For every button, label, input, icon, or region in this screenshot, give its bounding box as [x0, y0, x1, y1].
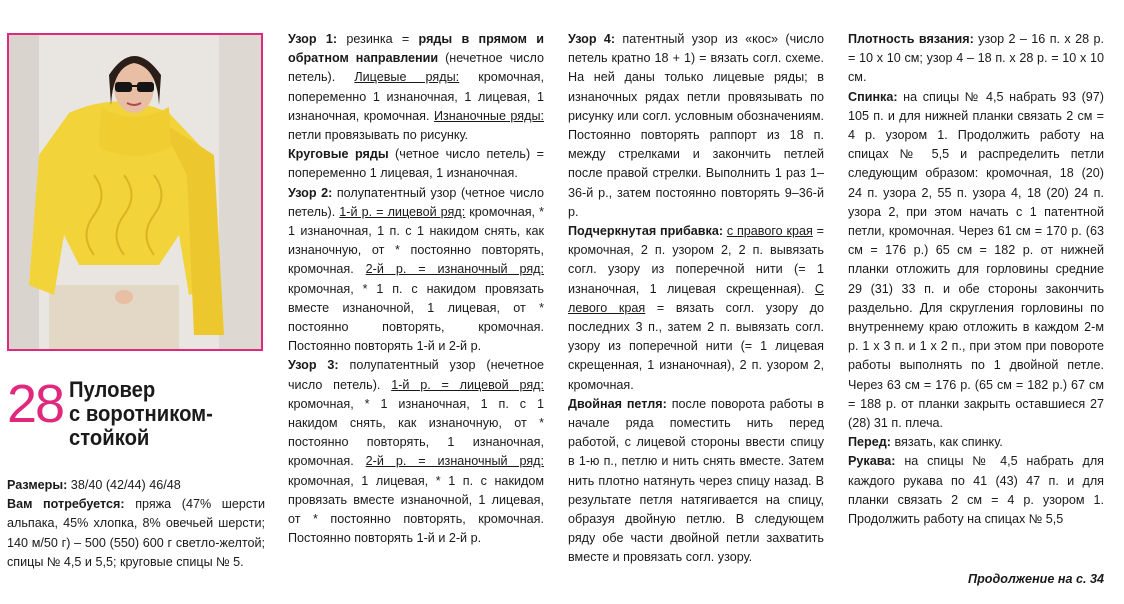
- pattern-title-line: Пуловер: [69, 377, 156, 402]
- increase-paragraph: Подчеркнутая прибавка: с правого края = кромочная, 2 п. узором 2, 2 п. вывязать согл. узору из поперечной нити (= 1 изнаночная, 1 лицевая скрещенная). С левого края = вязать согл. узору до последних 3 п., затем 2 п. вывязать согл. узору из поперечной нити (= 1 лицевая скрещенная, 1 изнаночная), 2 п. узором 2, кромочная.: [568, 224, 824, 392]
- back-paragraph: Спинка: на спицы № 4,5 набрать 93 (97) 105 п. и для нижней планки связать 2 см = 4 р. узором 1. Продолжить работу на спицах № 5,5 и распределить петли следующим образом: кромочная, 18 (20) 24 п. узора 2, 55 п. узора 4, 18 (20) 24 п. узора 2, при этом начать с 1 патентной петли, кромочная. Через 61 см = 170 р. (63 см = 176 р.) 65 см = 182 р. от нижней планки отложить для горловины средние 29 (31) 33 п. и обе стороны закончить раздельно. Для скругления горловины по внутреннему краю отложить в каждом 2-м р. 1 х 3 п. и 1 х 2 п., при этом при повороте работы выполнять по 1 двойной петле. Через 63 см = 176 р. (65 см = 182 р.) 67 см = 188 р. от планки закрыть оставшиеся 27 (28) 31 п. плеча.: [848, 89, 1104, 431]
- column-3: [568, 30, 824, 568]
- double-stitch-paragraph: Двойная петля: после поворота работы в начале ряда поместить нить перед работой, с лицевой стороны ввести спицу в 1-ю п., петлю и нить снять вместе. Затем нить плотно натянуть через спицу назад. В результате петля натягивается на спицу, образуя двойную петлю. В следующем ряду обе части двойной петли захватить вместе и провязать согл. узору.: [568, 396, 824, 565]
- pattern-2-paragraph: Узор 2: полупатентный узор (четное число петель). 1-й р. = лицевой ряд: кромочная, * 1 изнаночная, 1 п. с 1 накидом снять, как изнаночную, от * постоянно повторять, кромочная. 2-й р. = изнаночный ряд: кромочная, * 1 п. с накидом провязать вместе изнаночной, 1 лицевая, от * постоянно повторять, кромочная. Постоянно повторять 1-й и 2-й р.: [288, 185, 545, 354]
- pattern-title-line: стойкой: [69, 425, 150, 450]
- column-1: [7, 476, 265, 572]
- pattern-title: [69, 378, 213, 450]
- model-photo: [7, 33, 263, 351]
- pattern-3-paragraph: Узор 3: полупатентный узор (нечетное число петель). 1-й р. = лицевой ряд: кромочная, * 1 изнаночная, 1 п. с 1 накидом снять, как изнаночную, от * постоянно повторять, 1 изнаночная, кромочная. 2-й р. = изнаночный ряд: кромочная, 1 лицевая, * 1 п. с накидом провязать вместе изнаночной, 1 лицевая, от * постоянно повторять, кромочная. Постоянно повторять 1-й и 2-й р.: [288, 358, 545, 546]
- pattern-title-line: с воротником-: [69, 401, 213, 426]
- sizes-paragraph: Размеры: 38/40 (42/44) 46/48: [7, 478, 181, 492]
- round-rows-paragraph: Круговые ряды (четное число петель) = попеременно 1 лицевая, 1 изнаночная.: [288, 147, 544, 181]
- pattern-4-paragraph: Узор 4: патентный узор из «кос» (число петель кратно 18 + 1) = вязать согл. схеме. На ней даны только лицевые ряды; в изнаночных рядах петли провязывать по рисунку или согл. условным обозначениям. Постоянно повторять раппорт из 18 п. между стрелками и закончить петлей после правой стрелки. Выполнить 1 раз 1–36-й р., затем постоянно повторять 9–36-й р.: [568, 32, 824, 219]
- column-4: [848, 30, 1104, 529]
- front-paragraph: Перед: вязать, как спинку.: [848, 435, 1003, 450]
- continued-note: Продолжение на с. 34: [968, 572, 1104, 586]
- sleeves-paragraph: Рукава: на спицы № 4,5 набрать для каждого рукава по 41 (43) 47 п. и для планки связать 2 см = 4 р. узором 1. Продолжить работу на спицах № 5,5: [848, 454, 1104, 527]
- column-2: [288, 30, 544, 548]
- gauge-paragraph: Плотность вязания: узор 2 – 16 п. х 28 р. = 10 х 10 см; узор 4 – 18 п. х 28 р. = 10 х 10 см.: [848, 32, 1104, 85]
- materials-paragraph: Вам потребуется: пряжа (47% шерсти альпака, 45% хлопка, 8% овечьей шерсти; 140 м/50 г) – 500 (550) 600 г светло-желтой; спицы № 4,5 и 5,5; круговые спицы № 5.: [7, 497, 266, 569]
- pattern-number: 28: [7, 374, 64, 434]
- pattern-1-paragraph: Узор 1: резинка = ряды в прямом и обратном направлении (нечетное число петель). Лицевые ряды: кромочная, попеременно 1 изнаночная, 1 лицевая, 1 изнаночная, кромочная. Изнаночные ряды: петли провязывать по рисунку.: [288, 32, 545, 143]
- pattern-headline: [7, 376, 267, 456]
